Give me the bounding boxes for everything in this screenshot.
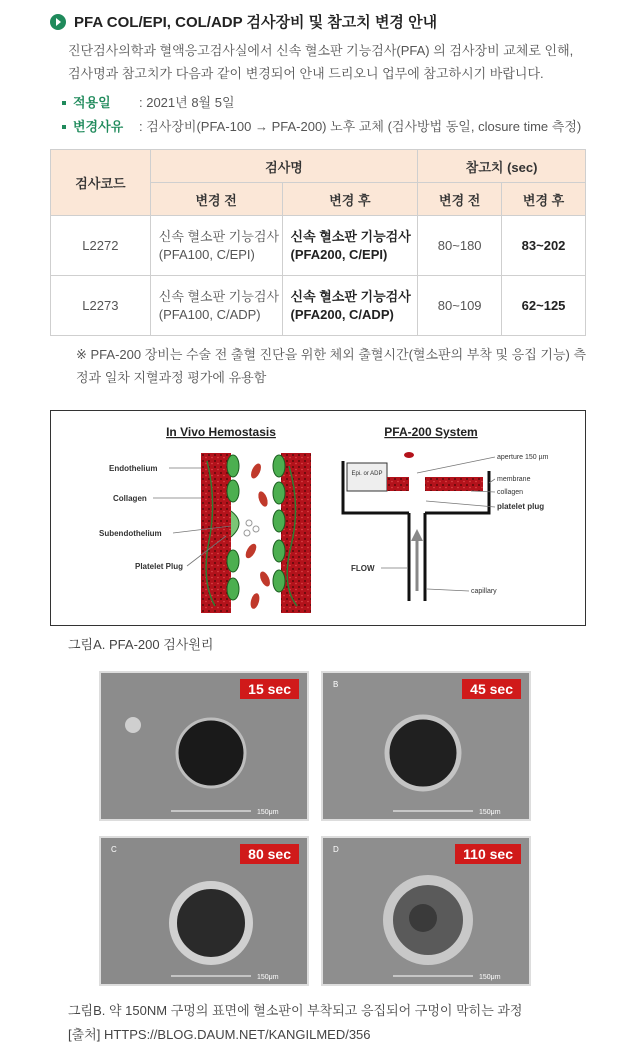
time-badge: 15 sec <box>240 679 299 699</box>
panel-letter: C <box>111 845 117 854</box>
label-membrane: membrane <box>497 476 531 483</box>
time-badge: 45 sec <box>462 679 521 699</box>
bullet-value: : 2021년 8월 5일 <box>139 95 235 110</box>
source-citation: [출처] HTTPS://BLOG.DAUM.NET/KANGILMED/356 <box>68 1027 371 1042</box>
bullet-icon <box>62 125 66 129</box>
scale-label: 150μm <box>479 809 501 816</box>
cell-ref-before: 80~180 <box>418 216 502 276</box>
cell-after: 신속 혈소판 기능검사 (PFA200, C/EPI) <box>282 216 418 276</box>
bullet-value: : 검사장비(PFA-100 → PFA-200) 노후 교체 (검사방법 동일, closure time 측정) <box>139 119 582 134</box>
play-circle-icon <box>50 14 66 30</box>
cell-code: L2273 <box>51 276 151 336</box>
label-flow: FLOW <box>351 564 375 573</box>
table-row <box>51 276 586 336</box>
table-header-row <box>51 150 586 183</box>
header-name: 검사명 <box>150 150 417 183</box>
header-ref-after: 변경 후 <box>502 183 586 216</box>
header-ref: 참고치 (sec) <box>418 150 586 183</box>
sem-image-45s <box>321 671 531 821</box>
label-platelet-plug: Platelet Plug <box>135 562 184 571</box>
panel-letter: B <box>333 680 339 689</box>
label-subendothelium: Subendothelium <box>99 529 162 538</box>
note-text: ※ PFA-200 장비는 수술 전 출혈 진단을 위한 체외 출혈시간(혈소판의 부착 및 응집 기능) 측정과 일차 지혈과정 평가에 유용함 <box>76 347 586 385</box>
header-code: 검사코드 <box>51 150 151 216</box>
cell-before: 신속 혈소판 기능검사 (PFA100, C/ADP) <box>150 276 282 336</box>
left-diagram-title: In Vivo Hemostasis <box>166 425 276 439</box>
label-platelet-plug-right: platelet plug <box>497 502 545 511</box>
figure-b-caption-block <box>68 999 523 1047</box>
figure-a-caption: 그림A. PFA-200 검사원리 <box>68 637 214 652</box>
sem-image-15s <box>99 671 309 821</box>
figure-a <box>50 410 586 626</box>
bullet-label: 적용일 <box>73 95 111 110</box>
right-diagram-title: PFA-200 System <box>384 425 478 439</box>
cell-ref-before: 80~109 <box>418 276 502 336</box>
time-badge: 80 sec <box>240 844 299 864</box>
label-collagen-membrane: collagen <box>497 489 524 496</box>
header-before: 변경 전 <box>150 183 282 216</box>
label-capillary: capillary <box>471 588 497 595</box>
intro-text: 진단검사의학과 혈액응고검사실에서 신속 혈소판 기능검사(PFA) 의 검사장비 교체로 인해, 검사명과 참고치가 다음과 같이 변경되어 안내 드리오니 업무에 참고하시기 바랍니다. <box>68 43 574 81</box>
bullet-label: 변경사유 <box>73 119 124 134</box>
section-header <box>50 11 437 32</box>
scale-label: 150μm <box>257 809 279 816</box>
label-epi-adp: Epi. or ADP <box>351 471 383 477</box>
cell-after: 신속 혈소판 기능검사 (PFA200, C/ADP) <box>282 276 418 336</box>
table-row <box>51 216 586 276</box>
scale-label: 150μm <box>257 974 279 981</box>
panel-letter: D <box>333 845 339 854</box>
page-title: PFA COL/EPI, COL/ADP 검사장비 및 참고치 변경 안내 <box>74 14 438 31</box>
sem-image-110s <box>321 836 531 986</box>
header-ref-before: 변경 전 <box>418 183 502 216</box>
label-endothelium: Endothelium <box>109 464 158 473</box>
cell-code: L2272 <box>51 216 151 276</box>
time-badge: 110 sec <box>455 844 521 864</box>
label-aperture: aperture 150 µm <box>497 454 549 461</box>
label-collagen: Collagen <box>113 494 147 503</box>
info-list <box>62 91 581 139</box>
list-item <box>62 91 581 115</box>
cell-ref-after: 83~202 <box>502 216 586 276</box>
cell-before: 신속 혈소판 기능검사 (PFA100, C/EPI) <box>150 216 282 276</box>
bullet-icon <box>62 101 66 105</box>
change-table <box>50 149 586 336</box>
scale-label: 150μm <box>479 974 501 981</box>
hemostasis-diagram <box>51 411 585 625</box>
list-item <box>62 115 581 139</box>
header-after: 변경 후 <box>282 183 418 216</box>
cell-ref-after: 62~125 <box>502 276 586 336</box>
figure-b-caption: 그림B. 약 150NM 구멍의 표면에 혈소판이 부착되고 응집되어 구멍이 막히는 과정 <box>68 1003 523 1018</box>
sem-image-80s <box>99 836 309 986</box>
